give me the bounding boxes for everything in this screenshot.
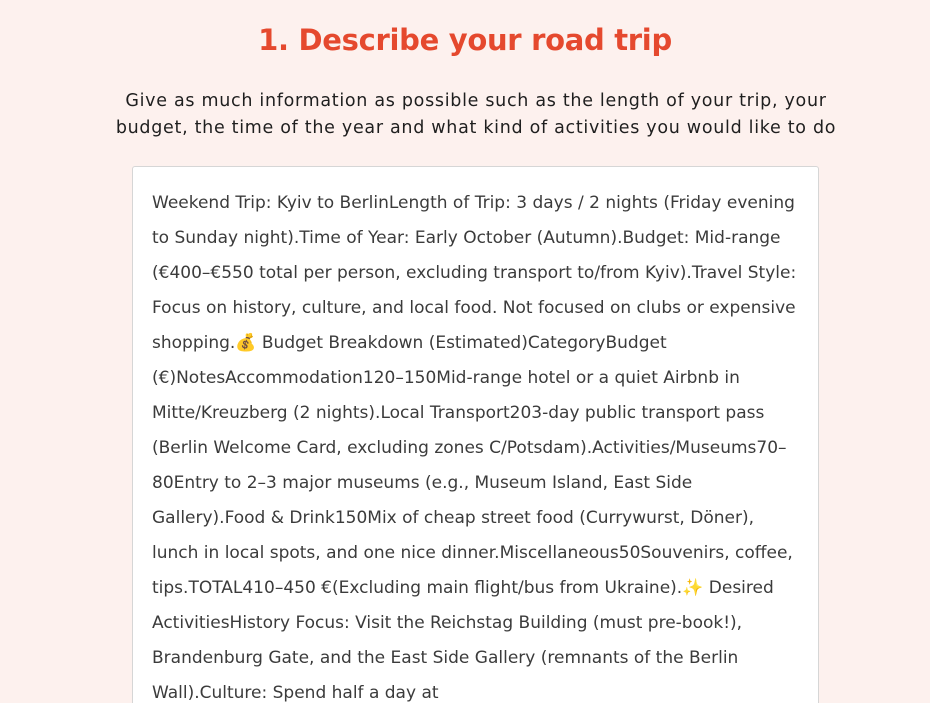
step-title: 1. Describe your road trip [258,23,672,57]
step-instructions: Give as much information as possible such as the length of your trip, your budget, the time of the year and what kind of activities you would like to do [115,91,837,138]
trip-description-textarea[interactable]: Weekend Trip: Kyiv to BerlinLength of Trip: 3 days / 2 nights (Friday evening to Sunday night).Time of Year: Early October (Autumn).Budget: Mid-range (€400–€550 total per person, excluding transport to/from Kyiv).Travel Style: Focus on history, culture, and local food. Not focused on clubs or expensive shopping.💰 Budget Breakdown (Estimated)CategoryBudget (€)NotesAccommodation120–150Mid-range hotel or a quiet Airbnb in Mitte/Kreuzberg (2 nights).Local Transport203-day public transport pass (Berlin Welcome Card, excluding zones C/Potsdam).Activities/Museums70–80Entry to 2–3 major museums (e.g., Museum Island, East Side Gallery).Food & Drink150Mix of cheap street food (Currywurst, Döner), lunch in local spots, and one nice dinner.Miscellaneous50Souvenirs, coffee, tips.TOTAL410–450 €(Excluding main flight/bus from Ukraine).✨ Desired ActivitiesHistory Focus: Visit the Reichstag Building (must pre-book!), Brandenburg Gate, and the East Side Gallery (remnants of the Berlin Wall).Culture: Spend half a day at [132,166,819,703]
